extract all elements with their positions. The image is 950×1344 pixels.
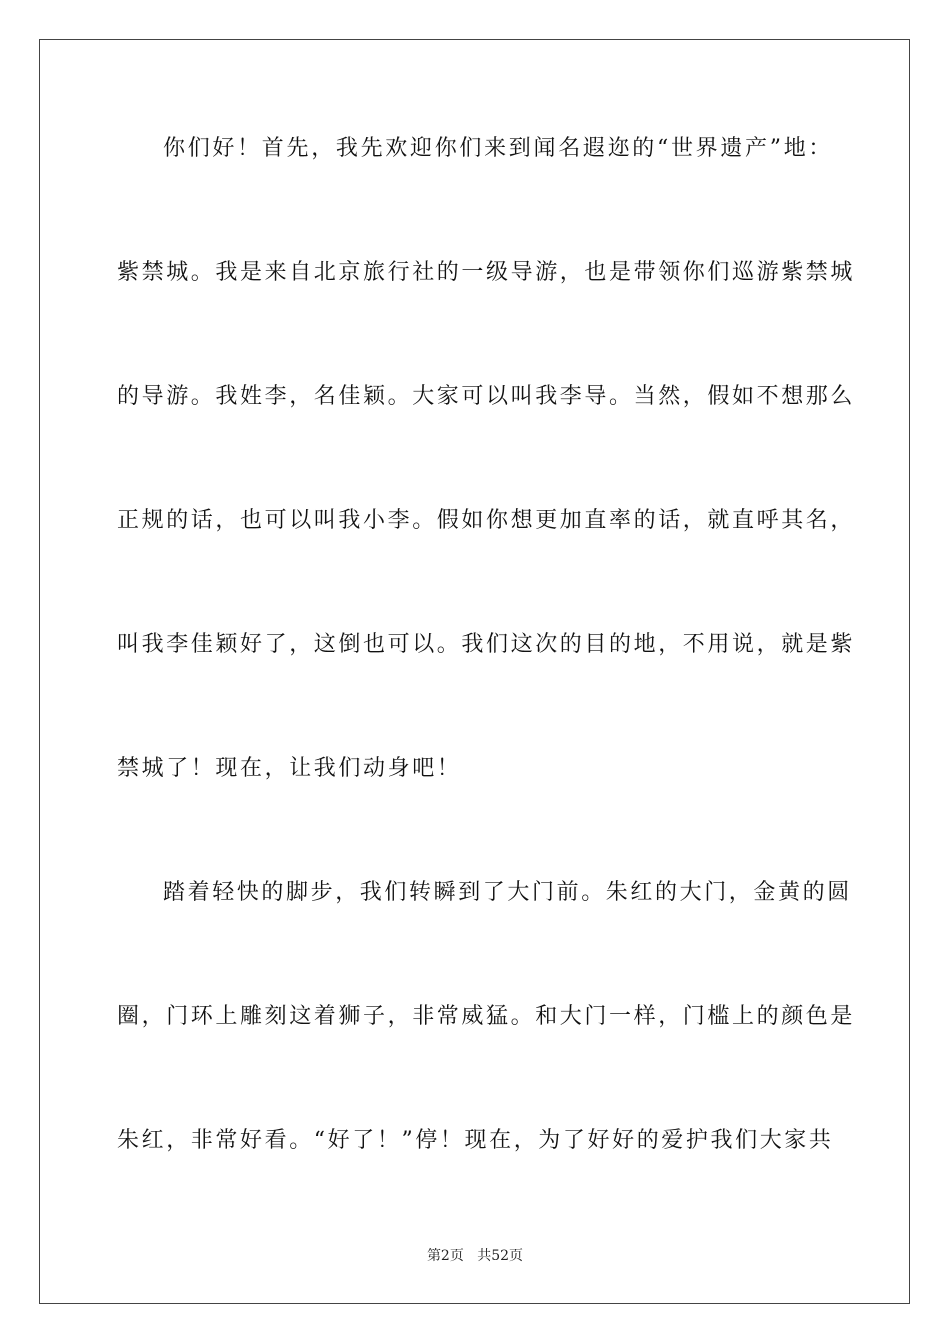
paragraph-line: 叫我李佳颖好了，这倒也可以。我们这次的目的地，不用说，就是紫 bbox=[117, 632, 856, 657]
page-number: 第2页 bbox=[426, 1248, 464, 1264]
paragraph-line: 的导游。我姓李，名佳颖。大家可以叫我李导。当然，假如不想那么 bbox=[117, 384, 856, 409]
paragraph-line: 紫禁城。我是来自北京旅行社的一级导游，也是带领你们巡游紫禁城 bbox=[117, 260, 856, 285]
page-footer bbox=[0, 1246, 950, 1266]
footer-gap bbox=[464, 1248, 477, 1264]
paragraph-line: 圈，门环上雕刻这着狮子，非常威猛。和大门一样，门槛上的颜色是 bbox=[117, 1004, 856, 1029]
paragraph-line: 朱红，非常好看。“好了！”停！现在，为了好好的爱护我们大家共 bbox=[117, 1128, 834, 1153]
paragraph-line: 踏着轻快的脚步，我们转瞬到了大门前。朱红的大门，金黄的圆 bbox=[163, 880, 852, 905]
total-pages: 共52页 bbox=[477, 1248, 524, 1264]
paragraph-line: 正规的话，也可以叫我小李。假如你想更加直率的话，就直呼其名， bbox=[117, 508, 856, 533]
page-border bbox=[39, 39, 910, 1304]
paragraph-line: 你们好！首先，我先欢迎你们来到闻名遐迩的“世界遗产”地： bbox=[163, 136, 833, 161]
paragraph-line: 禁城了！现在，让我们动身吧！ bbox=[117, 756, 462, 781]
